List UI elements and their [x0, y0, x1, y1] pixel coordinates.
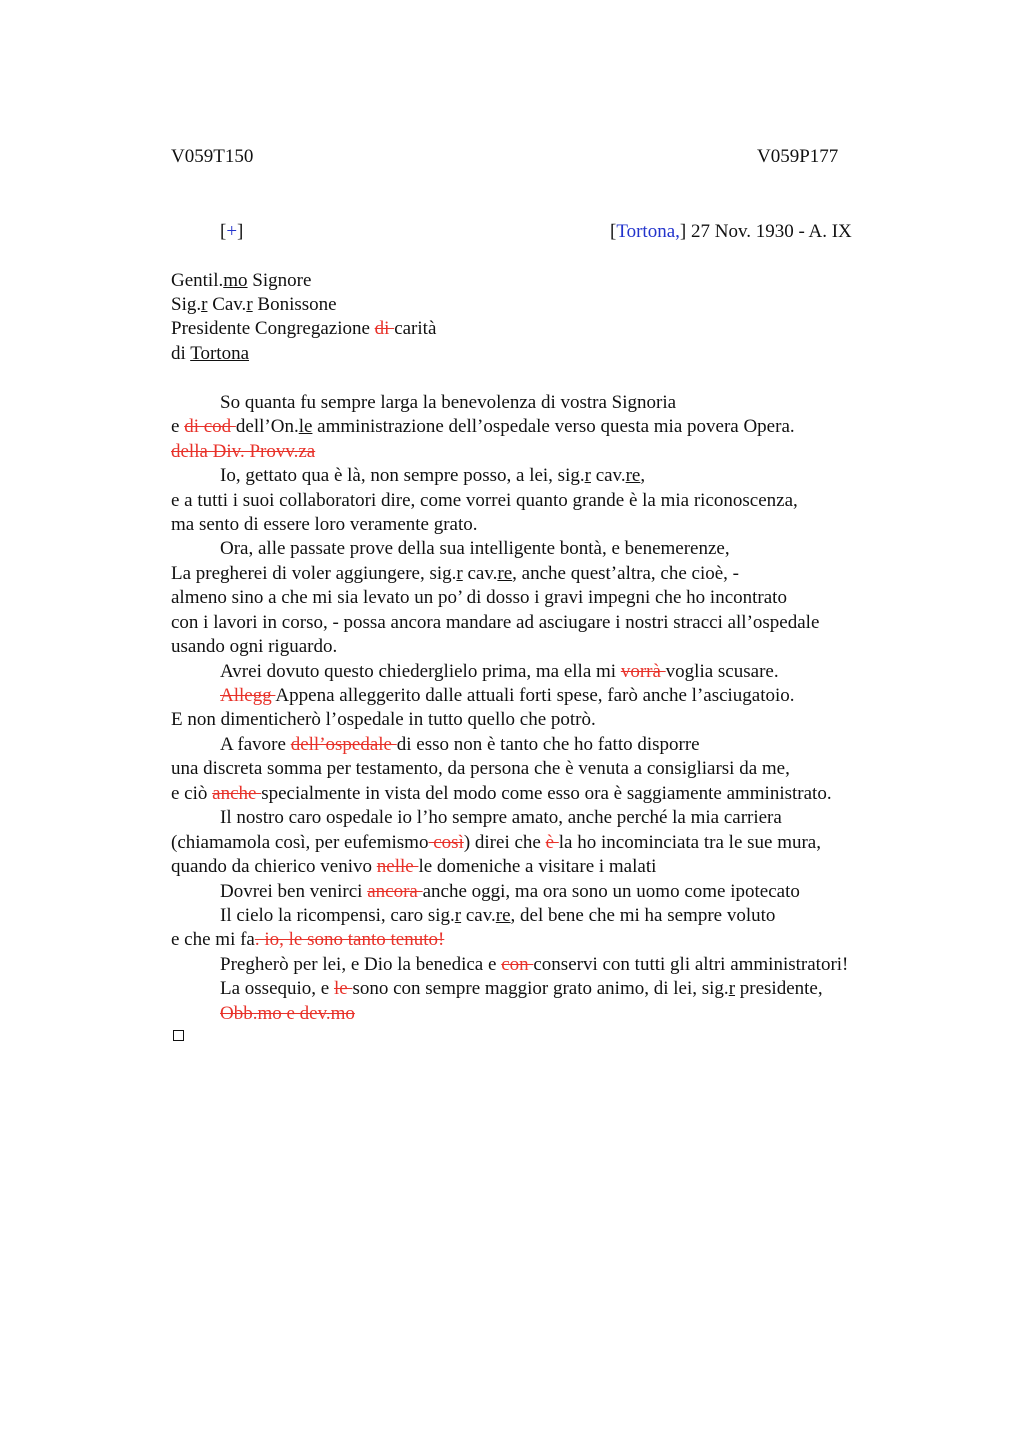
- body-line: usando ogni riguardo.: [171, 636, 338, 657]
- body-line: Obb.mo e dev.mo: [220, 1003, 355, 1024]
- body-line: Il cielo la ricompensi, caro sig.r cav.re, del bene che mi ha sempre voluto: [220, 905, 776, 926]
- body-line: e che mi fa. io, le sono tanto tenuto!: [171, 929, 445, 950]
- address-line-4: di Tortona: [171, 343, 250, 364]
- address-line-2: Sig.r Cav.r Bonissone: [171, 294, 337, 315]
- cross-mark: [+]: [220, 221, 244, 242]
- body-line: Dovrei ben venirci ancora anche oggi, ma ora sono un uomo come ipotecato: [220, 881, 800, 902]
- body-line: Pregherò per lei, e Dio la benedica e con conservi con tutti gli altri amministratori!: [220, 954, 849, 975]
- body-line: La ossequio, e le sono con sempre maggior grato animo, di lei, sig.r presidente,: [220, 978, 823, 999]
- document-code-right: V059P177: [757, 146, 839, 167]
- date-text: 27 Nov. 1930 - A. IX: [686, 221, 852, 242]
- body-line: con i lavori in corso, - possa ancora mandare ad asciugare i nostri stracci all’ospedale: [171, 612, 820, 633]
- document-code-left: V059T150: [171, 146, 254, 167]
- body-line: almeno sino a che mi sia levato un po’ di dosso i gravi impegni che ho incontrato: [171, 587, 787, 608]
- body-line: e ciò anche specialmente in vista del modo come esso ora è saggiamente amministrato.: [171, 783, 832, 804]
- body-line: Il nostro caro ospedale io l’ho sempre amato, anche perché la mia carriera: [220, 807, 782, 828]
- body-line: Io, gettato qua è là, non sempre posso, a lei, sig.r cav.re,: [220, 465, 646, 486]
- body-line: quando da chierico venivo nelle le domeniche a visitare i malati: [171, 856, 657, 877]
- body-line: A favore dell’ospedale di esso non è tanto che ho fatto disporre: [220, 734, 700, 755]
- body-line: e a tutti i suoi collaboratori dire, come vorrei quanto grande è la mia riconoscenza,: [171, 490, 798, 511]
- body-line: Allegg Appena alleggerito dalle attuali forti spese, farò anche l’asciugatoio.: [220, 685, 795, 706]
- body-line: Ora, alle passate prove della sua intelligente bontà, e benemerenze,: [220, 538, 730, 559]
- dateline: [Tortona,] 27 Nov. 1930 - A. IX: [610, 221, 852, 242]
- body-line: e di cod dell’On.le amministrazione dell’ospedale verso questa mia povera Opera.: [171, 416, 795, 437]
- place-name: Tortona,: [616, 221, 680, 242]
- body-line: E non dimenticherò l’ospedale in tutto quello che potrò.: [171, 709, 596, 730]
- cross-icon: +: [226, 221, 238, 242]
- body-line: della Div. Provv.za: [171, 441, 316, 462]
- body-line: Avrei dovuto questo chiederglielo prima, ma ella mi vorrà voglia scusare.: [220, 661, 779, 682]
- end-marker-box-icon: [173, 1030, 184, 1041]
- body-line: La pregherei di voler aggiungere, sig.r cav.re, anche quest’altra, che cioè, -: [171, 563, 739, 584]
- body-line: So quanta fu sempre larga la benevolenza di vostra Signoria: [220, 392, 677, 413]
- body-line: (chiamamola così, per eufemismo così) direi che è la ho incominciata tra le sue mura,: [171, 832, 821, 853]
- body-line: ma sento di essere loro veramente grato.: [171, 514, 478, 535]
- body-line: una discreta somma per testamento, da persona che è venuta a consigliarsi da me,: [171, 758, 790, 779]
- address-line-3: Presidente Congregazione di carità: [171, 318, 437, 339]
- address-line-1: Gentil.mo Signore: [171, 270, 312, 291]
